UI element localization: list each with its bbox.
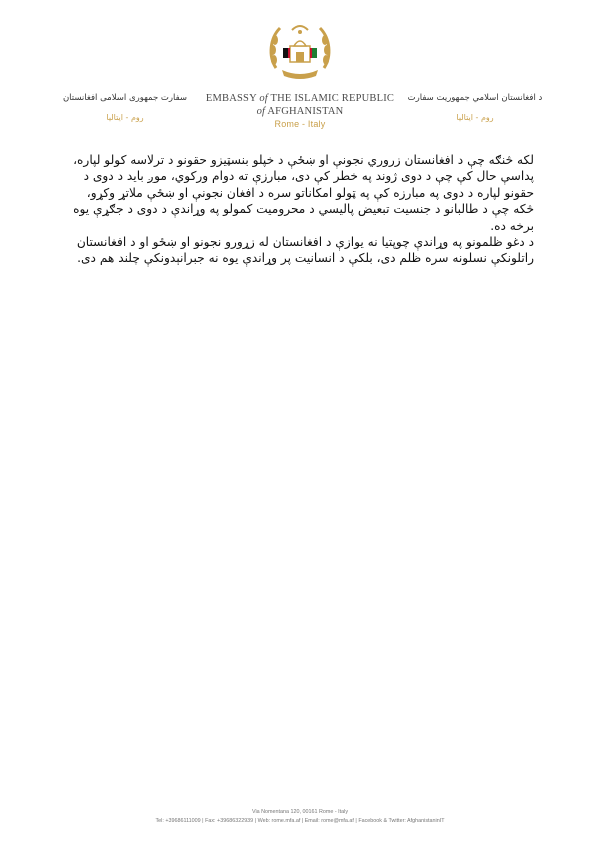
header-center-line1 (195, 92, 405, 105)
header-right-block (405, 93, 545, 122)
header-left-title: سفارت جمهوری اسلامی افغانستان (62, 93, 188, 103)
header-right-title: د افغانستان اسلامي جمهوريت سفارت (407, 93, 543, 103)
header-center-line1-rest: THE ISLAMIC REPUBLIC (267, 93, 395, 104)
footer-contacts: Tel: +39686111009 | Fax: +39686322939 | Web: rome.mfa.af | Email: rome@mfa.af | Facebook & Twitter: AfghanistaninIT (155, 818, 445, 824)
header-center-line2-of: of (256, 106, 266, 117)
header-left-block (55, 93, 195, 122)
letter-footer (120, 808, 480, 826)
header-center-line2 (195, 105, 405, 118)
letter-body (64, 152, 534, 267)
header-center-city: Rome - Italy (274, 119, 326, 129)
afghanistan-emblem-icon (266, 20, 334, 84)
header-center-line1-prefix: EMBASSY (205, 93, 260, 104)
header-center-line1-of: of (259, 93, 268, 104)
header-center-line2-rest: AFGHANISTAN (265, 106, 344, 117)
footer-address: Via Nomentana 120, 00161 Rome - Italy (251, 809, 349, 815)
header-right-subtitle: روم - ایتالیا (456, 113, 494, 122)
body-paragraph-2: د دغو ظلمونو په وړاندې چوپتیا نه یوازې د افغانستان له زړورو نجونو او ښځو او د افغانستان راتلونکې نسلونه سره ظلم دی، بلکې د انسانيت پر وړاندې یوه نه جبرانېدونکې چلند هم دی. (76, 235, 534, 266)
header-center-title (195, 92, 405, 131)
body-paragraph-1: لکه څنګه چې د افغانستان زروري نجونې او ښځې د خپلو بنسټيزو حقونو د ترلاسه کولو لپاره، پداسې حال کې چې د دوی ژوند په خطر کې دی، مبارزې ته دوام ورکوي، موږ باید د دوی د حقونو لپاره د دوی په مبارزه کې په ټولو امکاناتو سره د افغان نجونې او ښځې ملاتړ وکړو، څکه چې د طالبانو د جنسيت تبعیض پالیسي د محرومیت کمولو په وړاندې د دوی د جګړې يوه برخه ده. (73, 153, 534, 233)
header-left-subtitle: روم - ایتالیا (106, 113, 144, 122)
